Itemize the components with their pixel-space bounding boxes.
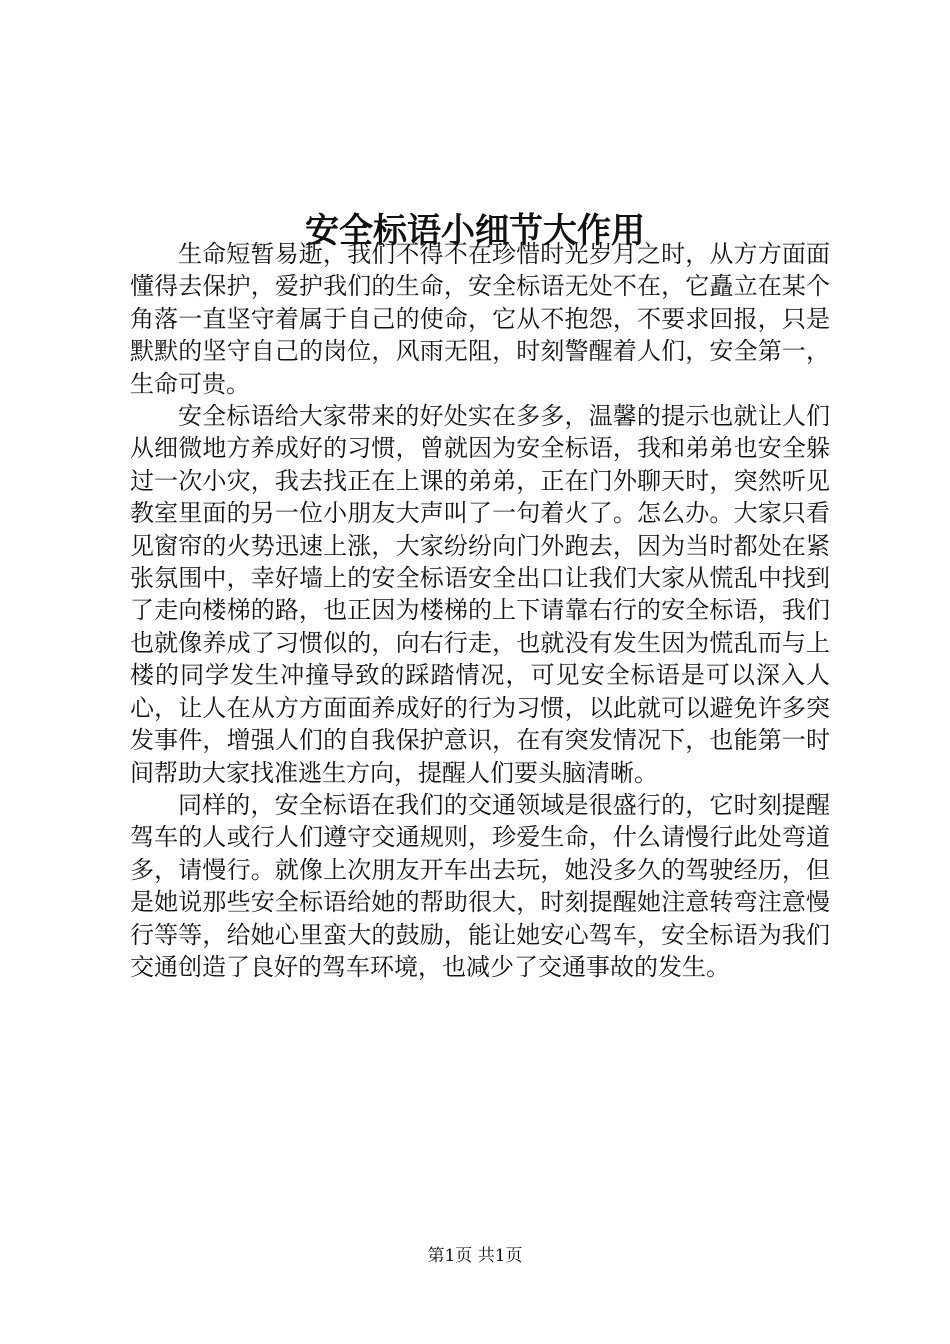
paragraph: 生命短暂易逝，我们不得不在珍惜时光岁月之时，从方方面面懂得去保护，爱护我们的生命，安全标语无处不在，它矗立在某个角落一直坚守着属于自己的使命，它从不抱怨，不要求回报，只是默默的坚守自己的岗位，风雨无阻，时刻警醒着人们，安全第一，生命可贵。 [130, 240, 830, 398]
document-body [130, 238, 830, 983]
paragraph: 同样的，安全标语在我们的交通领域是很盛行的，它时刻提醒驾车的人或行人们遵守交通规则，珍爱生命，什么请慢行此处弯道多，请慢行。就像上次朋友开车出去玩，她没多久的驾驶经历，但是她说那些安全标语给她的帮助很大，时刻提醒她注意转弯注意慢行等等，给她心里蛮大的鼓励，能让她安心驾车，安全标语为我们交通创造了良好的驾车环境，也减少了交通事故的发生。 [130, 790, 830, 981]
paragraph: 安全标语给大家带来的好处实在多多，温馨的提示也就让人们从细微地方养成好的习惯，曾就因为安全标语，我和弟弟也安全躲过一次小灾，我去找正在上课的弟弟，正在门外聊天时，突然听见教室里面的另一位小朋友大声叫了一句着火了。怎么办。大家只看见窗帘的火势迅速上涨，大家纷纷向门外跑去，因为当时都处在紧张氛围中，幸好墙上的安全标语安全出口让我们大家从慌乱中找到了走向楼梯的路，也正因为楼梯的上下请靠右行的安全标语，我们也就像养成了习惯似的，向右行走，也就没有发生因为慌乱而与上楼的同学发生冲撞导致的踩踏情况，可见安全标语是可以深入人心，让人在从方方面面养成好的行为习惯，以此就可以避免许多突发事件，增强人们的自我保护意识，在有突发情况下，也能第一时间帮助大家找准逃生方向，提醒人们要头脑清晰。 [130, 402, 830, 787]
document-title: 安全标语小细节大作用 [305, 210, 645, 251]
page-footer: 第1页 共1页 [427, 1246, 523, 1266]
